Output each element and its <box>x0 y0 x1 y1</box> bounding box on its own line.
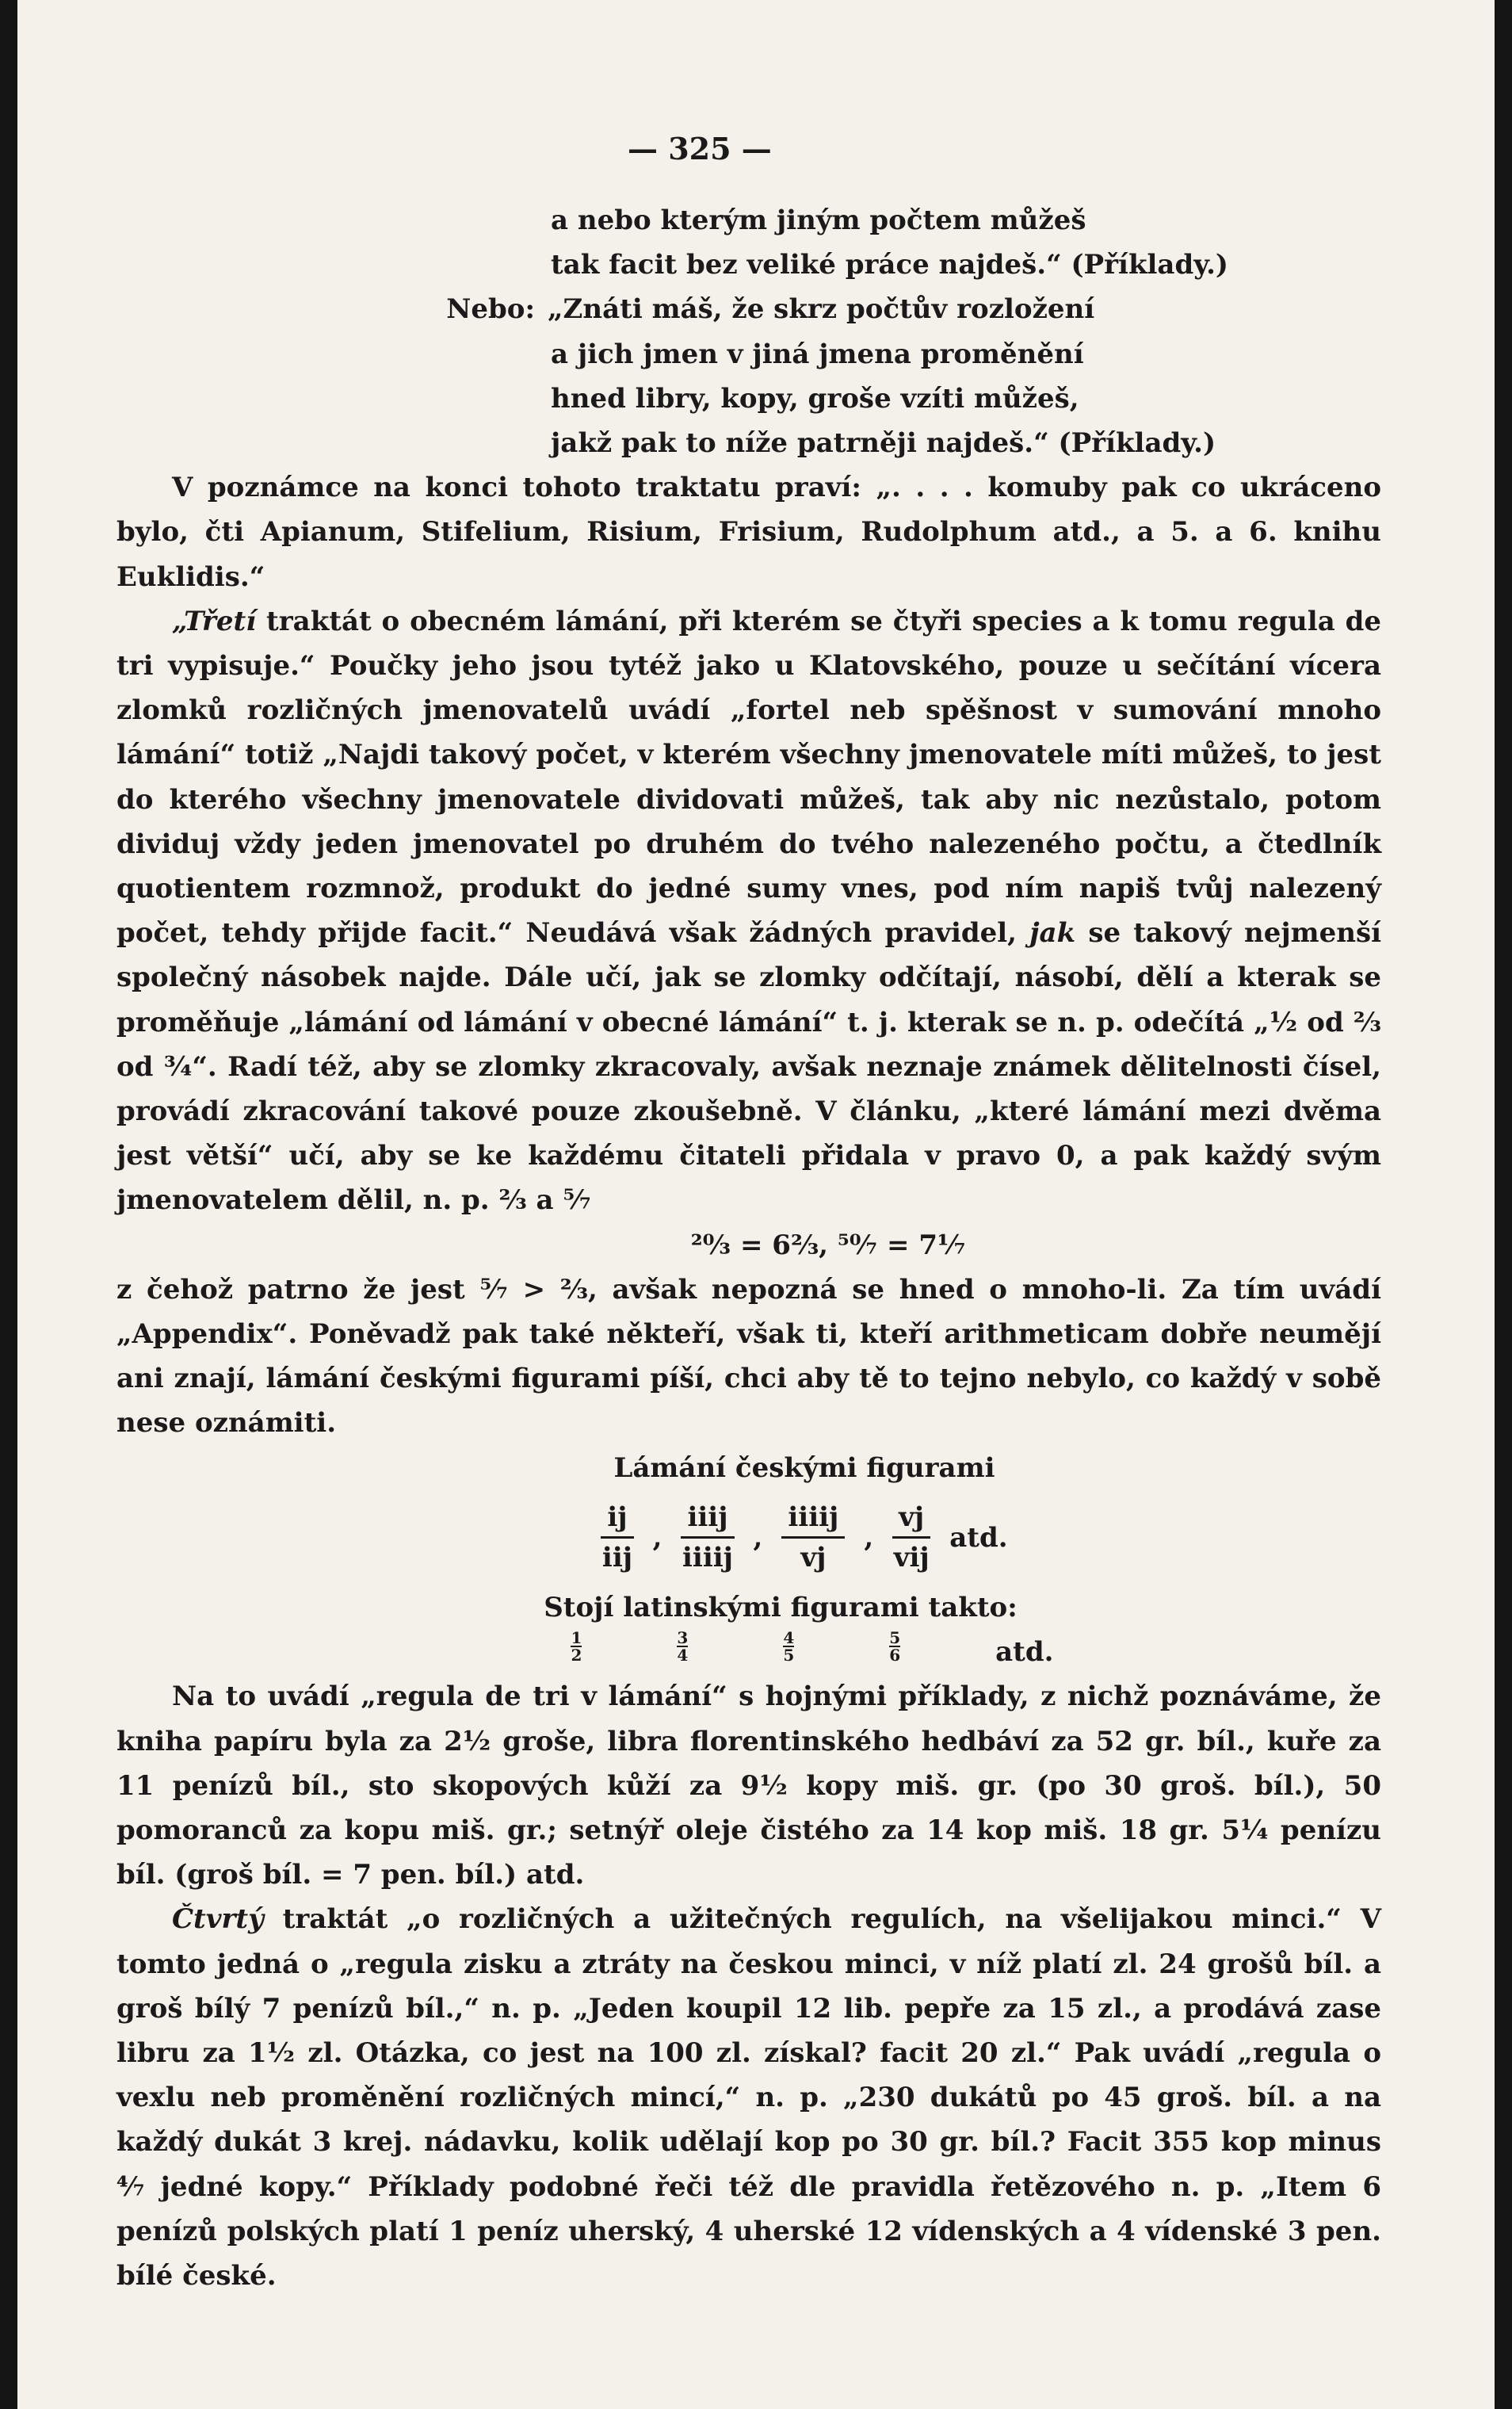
paragraph: Na to uvádí „regula de tri v lámání“ s hojnými příklady, z nichž poznáváme, že kniha papíru byla za 2½ groše, libra florentinského hedbáví za 52 gr. bíl., kuře za 11 penízů bíl., sto skopových kůží za 9½ kopy miš. gr. (po 30 groš. bíl.), 50 pomoranců za kopu miš. gr.; setnýř oleje čistého za 14 kop miš. 18 gr. 5¼ penízu bíl. (groš bíl. = 7 pen. bíl.) atd. <box>116 1681 1381 1891</box>
fraction-numerator: 1 <box>571 1628 582 1648</box>
fraction-denominator: vj <box>800 1542 827 1574</box>
verse-lead <box>116 421 441 465</box>
verse-lead <box>116 198 441 243</box>
fraction-numerator: 3 <box>677 1628 689 1648</box>
fraction-numerator: vj <box>892 1501 930 1539</box>
fraction-numerator: iiij <box>681 1501 734 1539</box>
fraction-denominator: iiiij <box>682 1542 733 1574</box>
paragraph <box>116 599 1381 1223</box>
verse-line <box>116 198 1381 243</box>
verse-text: „Znáti máš, že skrz počtův rozložení <box>548 293 1095 326</box>
comma: , <box>864 1521 874 1554</box>
heading-czech-figures: Lámání českými figurami <box>613 1451 995 1484</box>
verse-lead <box>116 377 441 421</box>
paragraph-text: traktát o obecném lámání, při kterém se čtyři species a k tomu regula de tri vypisuje.“ Poučky jeho jsou tytéž jako u Klatovského, pouze u sečítání vícera zlomků rozličných jmenovatelů uvádí „fortel neb spěšnost v sumování mnoho lámání“ totiž „Najdi takový počet, v kterém všechny jmenovatele míti můžeš, to jest do kterého všechny jmenovatele dividovati můžeš, tak aby nic nezůstalo, potom dividuj vždy jeden jmenovatel po druhém do tvého nalezeného počtu, a čtedlník quotientem rozmnož, produkt do jedné sumy vnes, pod ním napiš tvůj nalezený počet, tehdy přijde facit.“ Neudává však žádných pravidel, <box>116 605 1381 950</box>
italic-term: jak <box>1029 917 1076 950</box>
comma: , <box>753 1521 763 1554</box>
heading-latin-figures: Stojí latinskými figurami takto: <box>544 1591 1018 1623</box>
fraction-denominator: 2 <box>571 1646 582 1665</box>
equation: ²⁰⁄₃ = 6⅔, ⁵⁰⁄₇ = 7⅐ <box>690 1229 966 1261</box>
fraction-denominator: iij <box>601 1542 633 1574</box>
italic-term: „Třetí <box>172 605 257 637</box>
verse-block <box>116 198 1381 465</box>
czech-fractions-row <box>116 1490 1381 1585</box>
verse-text: a nebo kterým jiným počtem můžeš <box>551 205 1086 236</box>
czech-fraction <box>601 1501 633 1573</box>
latin-fraction <box>571 1630 582 1674</box>
verse-line <box>116 377 1381 421</box>
verse-lead <box>116 243 441 287</box>
italic-term: Čtvrtý <box>172 1903 264 1936</box>
scanned-page <box>17 0 1495 2409</box>
verse-text: hned libry, kopy, groše vzíti můžeš, <box>551 382 1079 415</box>
fraction-numerator: ij <box>601 1501 633 1539</box>
paragraph <box>116 1897 1381 2298</box>
paragraph-text: traktát „o rozličných a užitečných regulích, na všelijakou minci.“ V tomto jedná o „regula zisku a ztráty na českou minci, v níž platí zl. 24 grošů bíl. a groš bílý 7 penízů bíl.,“ n. p. „Jeden koupil 12 lib. pepře za 15 zl., a prodává zase libru za 1½ zl. Otázka, co jest na 100 zl. získal? facit 20 zl.“ Pak uvádí „regula o vexlu neb proměnění rozličných mincí,“ n. p. „230 dukátů po 45 groš. bíl. a na každý dukát 3 krej. nádavku, kolik udělají kop po 30 gr. bíl.? Facit 355 kop minus ⁴⁄₇ jedné kopy.“ Příklady podobné řeči též dle pravidla řetězového n. p. „Item 6 penízů polských platí 1 peníz uherský, 4 uherské 12 vídenských a 4 vídenské 3 pen. bílé české. <box>116 1903 1381 2292</box>
verse-text: jakž pak to níže patrněji najdeš.“ (Příklady.) <box>551 427 1216 460</box>
latin-fraction <box>783 1630 794 1674</box>
fraction-denominator: 5 <box>783 1646 795 1665</box>
verse-line <box>116 421 1381 465</box>
page-number: — 325 — <box>628 131 772 166</box>
verse-text: tak facit bez veliké práce najdeš.“ (Příklady.) <box>551 249 1228 281</box>
latin-fractions-row <box>116 1630 1381 1674</box>
fraction-denominator: vij <box>893 1542 930 1574</box>
fraction-denominator: 6 <box>889 1646 901 1665</box>
verse-line <box>116 243 1381 287</box>
fraction-numerator: 4 <box>783 1628 795 1648</box>
latin-atd: atd. <box>995 1636 1054 1669</box>
czech-fraction <box>892 1501 930 1573</box>
paragraph-text: se takový nejmenší společný násobek najde. Dále učí, jak se zlomky odčítají, násobí, dělí a kterak se proměňuje „lámání od lámání v obecné lámání“ t. j. kterak se n. p. odečítá „½ od ⅔ od ¾“. Radí též, aby se zlomky zkracovaly, avšak neznaje známek dělitelnosti čísel, provádí zkracování takové pouze zkoušebně. V článku, „které lámání mezi dvěma jest větší“ učí, aby se ke každému čitateli přidala v pravo 0, a pak každý svým jmenovatelem dělil, n. p. ⅔ a ⁵⁄₇ <box>116 917 1382 1217</box>
verse-lead: Nebo: <box>446 293 535 326</box>
verse-line <box>116 332 1381 377</box>
fraction-denominator: 4 <box>677 1646 689 1665</box>
paragraph: z čehož patrno že jest ⁵⁄₇ > ⅔, avšak nepozná se hned o mnoho-li. Za tím uvádí „Appendix“. Poněvadž pak také někteří, však ti, kteří arithmeticam dobře neumějí ani znají, lámání českými figurami píší, chci aby tě to tejno nebylo, co každý v sobě nese oznámiti. <box>116 1273 1381 1440</box>
verse-lead <box>116 332 441 377</box>
paragraph: V poznámce na konci tohoto traktatu praví: „. . . . komuby pak co ukráceno bylo, čti Apianum, Stifelium, Risium, Frisium, Rudolphum atd., a 5. a 6. knihu Euklidis.“ <box>116 472 1381 593</box>
verse-line <box>116 287 1381 331</box>
latin-fraction <box>677 1630 688 1674</box>
czech-atd: atd. <box>949 1521 1008 1554</box>
fraction-numerator: iiiij <box>781 1501 845 1539</box>
latin-fraction <box>889 1630 900 1674</box>
verse-text: a jich jmen v jiná jmena proměnění <box>551 338 1084 370</box>
czech-fraction <box>781 1501 845 1573</box>
fraction-numerator: 5 <box>889 1628 901 1648</box>
czech-fraction <box>681 1501 734 1573</box>
comma: , <box>652 1521 662 1554</box>
page-body <box>116 198 1381 2298</box>
